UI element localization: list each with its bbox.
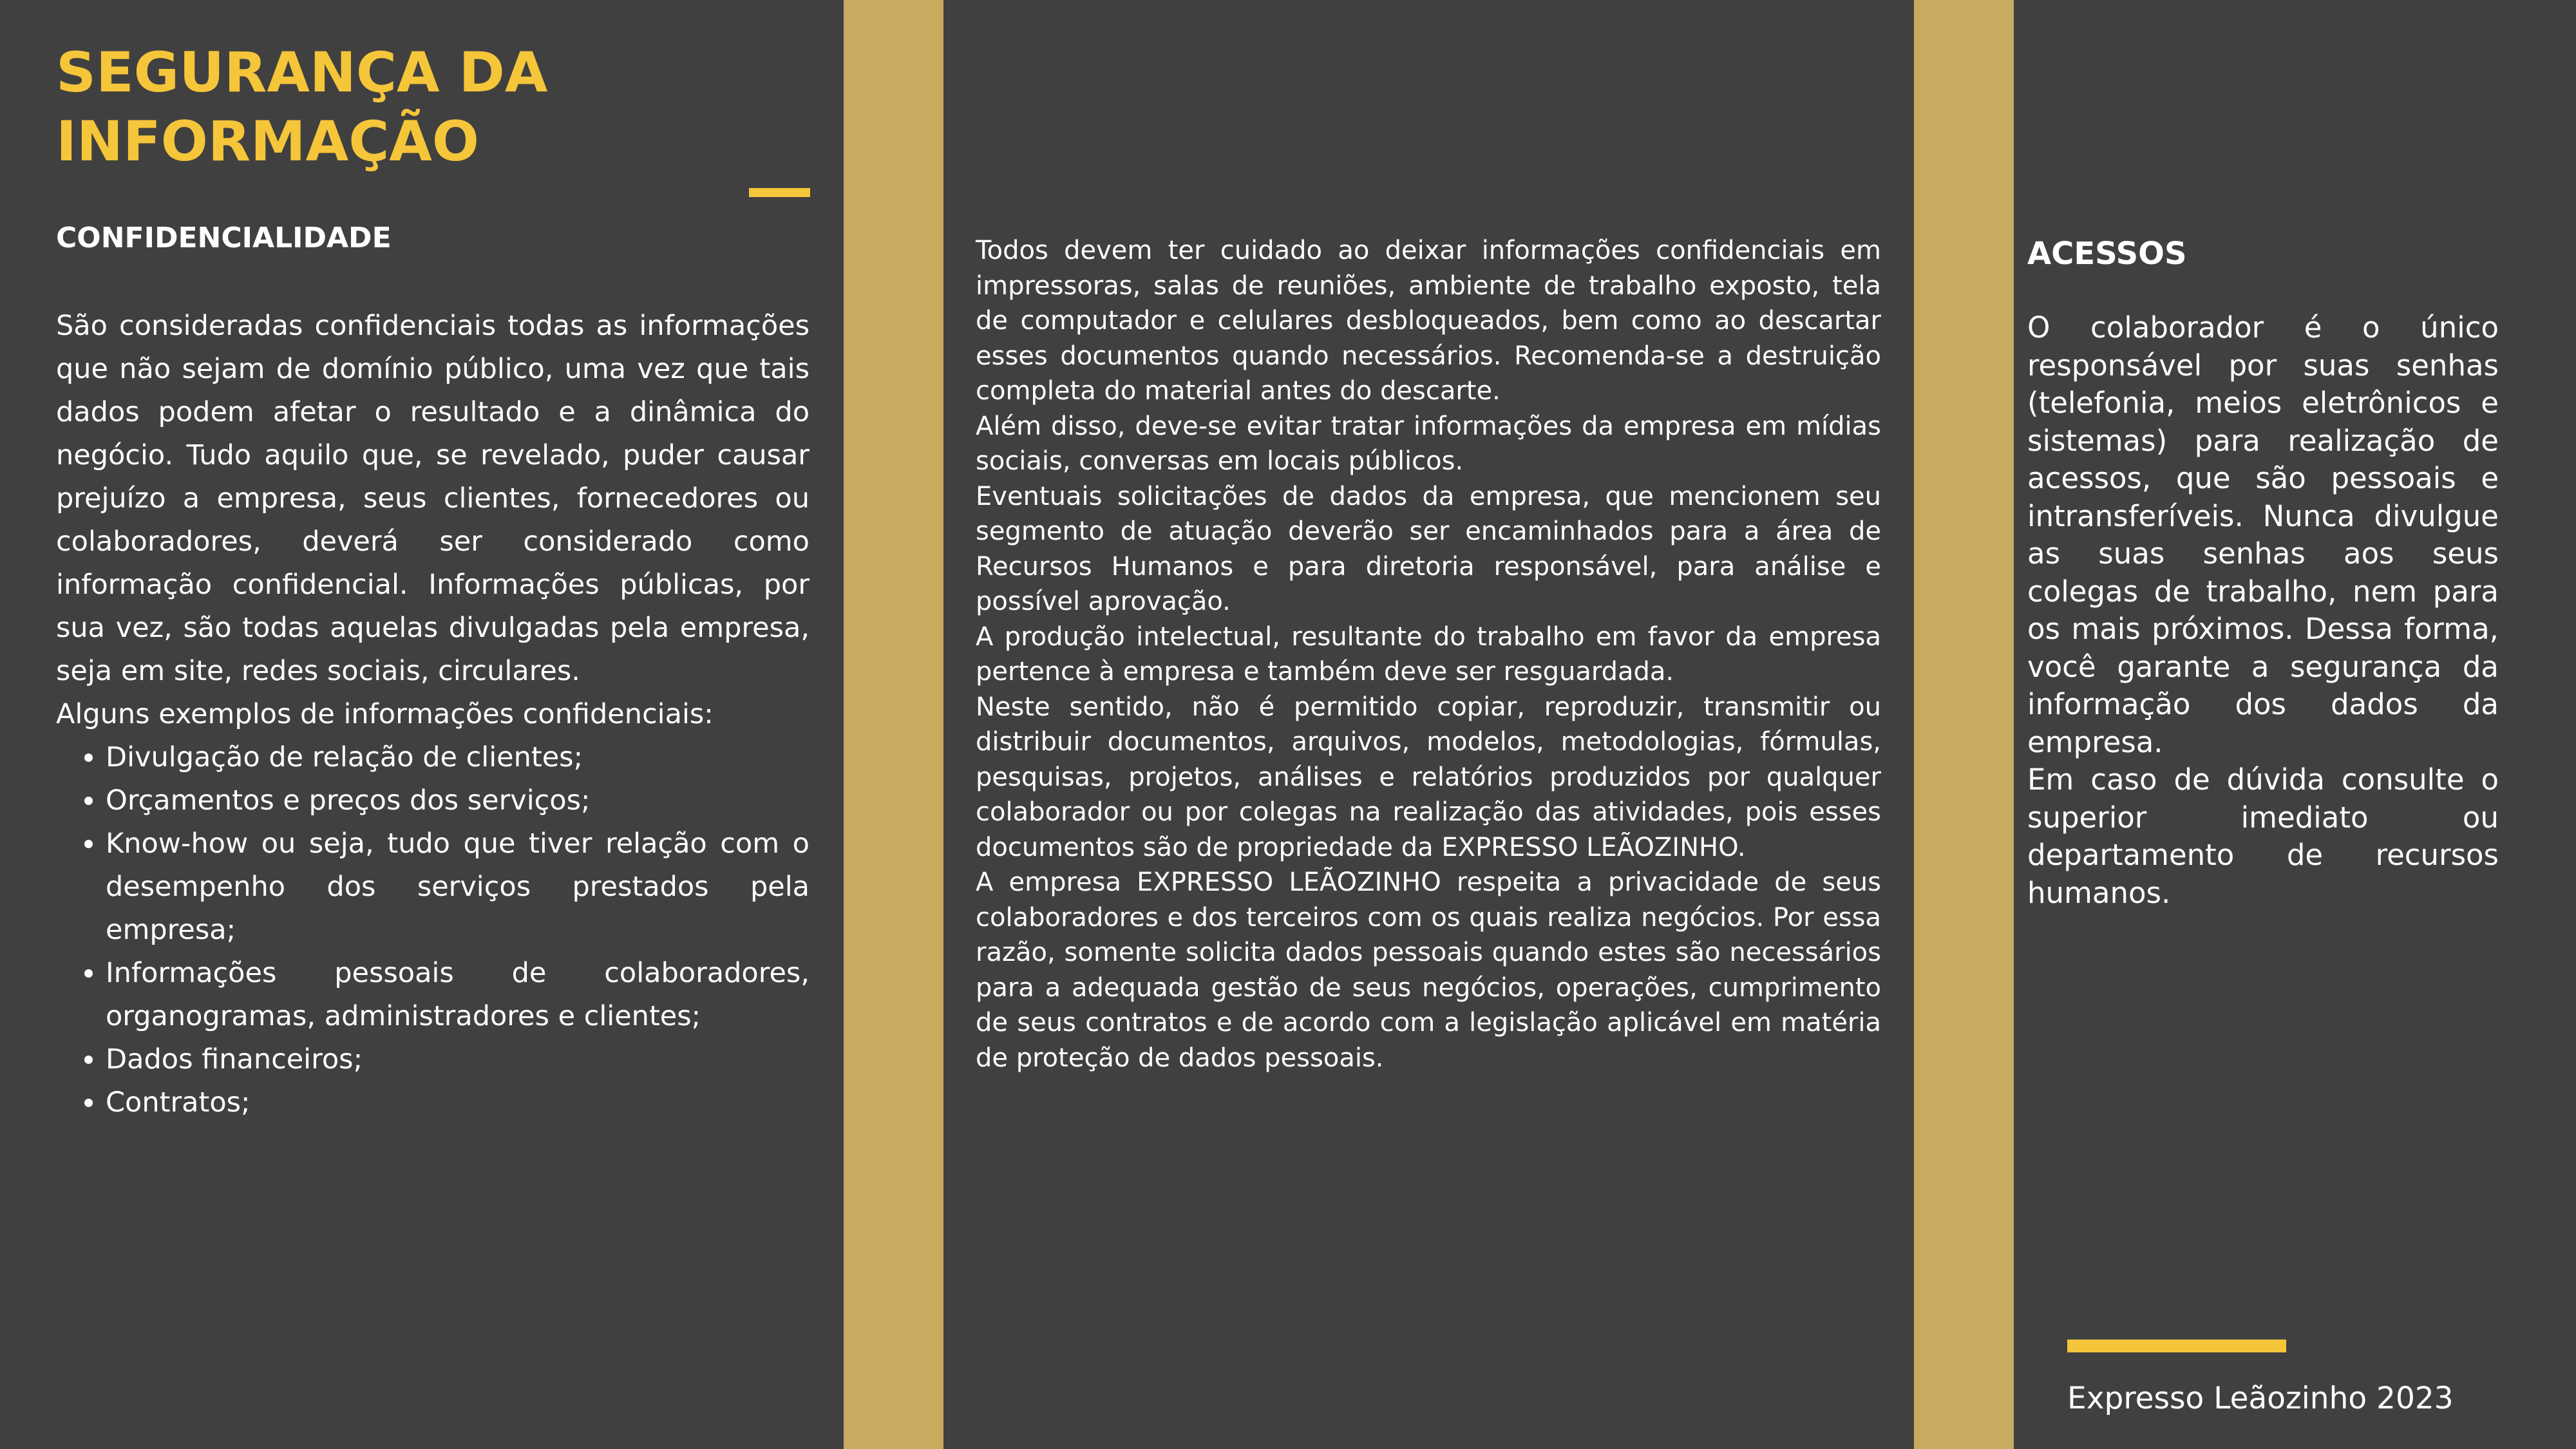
title-block [56,39,810,176]
decorative-stripe-left [844,0,943,1449]
page-title: SEGURANÇA DA INFORMAÇÃO [56,41,548,174]
confidencialidade-heading: CONFIDENCIALIDADE [56,222,392,254]
acessos-section [2027,309,2499,912]
confidencialidade-section [56,305,810,1124]
middle-paragraph: Neste sentido, não é permitido copiar, reproduzir, transmitir ou distribuir documentos, arquivos, modelos, metodologias, fórmulas, pesquisas, projetos, análises e relatórios produzidos por qualquer colaborador ou por colegas na realização das atividades, pois esses documentos são de propriedade da EXPRESSO LEÃOZINHO. [976,692,1881,862]
list-item: • Divulgação de relação de clientes; [106,736,810,779]
confidencialidade-paragraph: São consideradas confidenciais todas as informações que não sejam de domínio público, uma vez que tais dados podem afetar o resultado e a dinâmica do negócio. Tudo aquilo que, se revelado, puder causar prejuízo a empresa, seus clientes, fornecedores ou colaboradores, deverá ser considerado como informação confidencial. Informações públicas, por sua vez, são todas aquelas divulgadas pela empresa, seja em site, redes sociais, circulares. [56,310,810,687]
list-item: • Informações pessoais de colaboradores, organogramas, administradores e clientes; [106,952,810,1038]
title-accent-bar [749,188,810,197]
list-item: • Orçamentos e preços dos serviços; [106,779,810,822]
list-item: • Dados financeiros; [106,1038,810,1081]
decorative-stripe-right [1914,0,2014,1449]
middle-paragraph: A produção intelectual, resultante do trabalho em favor da empresa pertence à empresa e também deve ser resguardada. [976,621,1881,687]
acessos-paragraph: O colaborador é o único responsável por suas senhas (telefonia, meios eletrônicos e sistemas) para realização de acessos, que são pessoais e intransferíveis. Nunca divulgue as suas senhas aos seus colegas de trabalho, nem para os mais próximos. Dessa forma, você garante a segurança da informação dos dados da empresa. [2027,310,2499,759]
footer-accent-bar [2067,1340,2286,1352]
middle-paragraph: Além disso, deve-se evitar tratar informações da empresa em mídias sociais, conversas em locais públicos. [976,411,1881,476]
middle-paragraph: Todos devem ter cuidado ao deixar informações confidenciais em impressoras, salas de reuniões, ambiente de trabalho exposto, tela de computador e celulares desbloqueados, bem como ao descartar esses documentos quando necessários. Recomenda-se a destruição completa do material antes do descarte. [976,236,1881,406]
acessos-paragraph: Em caso de dúvida consulte o superior imediato ou departamento de recursos humanos. [2027,762,2499,910]
confidential-examples-list [56,736,810,1124]
list-intro: Alguns exemplos de informações confidenciais: [56,698,714,730]
middle-column [976,233,1881,1075]
footer-text: Expresso Leãozinho 2023 [2067,1381,2454,1416]
list-item: • Know-how ou seja, tudo que tiver relação com o desempenho dos serviços prestados pela empresa; [106,822,810,952]
list-item: • Contratos; [106,1081,810,1124]
middle-paragraph: A empresa EXPRESSO LEÃOZINHO respeita a privacidade de seus colaboradores e dos terceiros com os quais realiza negócios. Por essa razão, somente solicita dados pessoais quando estes são necessários para a adequada gestão de seus negócios, operações, cumprimento de seus contratos e de acordo com a legislação aplicável em matéria de proteção de dados pessoais. [976,867,1881,1073]
acessos-heading: ACESSOS [2027,236,2187,272]
middle-paragraph: Eventuais solicitações de dados da empresa, que mencionem seu segmento de atuação deverão ser encaminhados para a área de Recursos Humanos e para diretoria responsável, para análise e possível aprovação. [976,481,1881,616]
